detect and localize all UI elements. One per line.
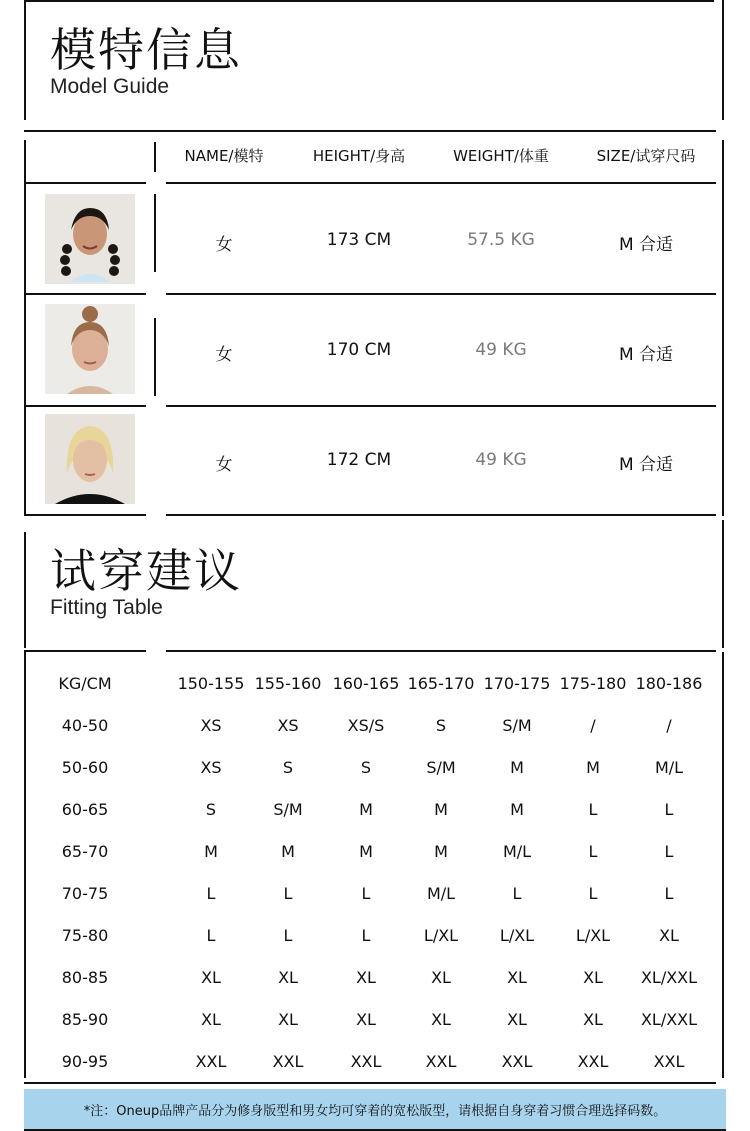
section2-left-border — [24, 532, 26, 648]
size-cell: L — [206, 884, 216, 903]
size-cell: XL/XXL — [640, 1010, 698, 1029]
model-3-height: 172 CM — [326, 450, 392, 470]
size-cell: XXL — [350, 1052, 382, 1071]
model-guide-title: 模特信息 — [50, 23, 242, 77]
header-size: SIZE/试穿尺码 — [596, 147, 696, 165]
height-col-1: 150-155 — [177, 674, 245, 693]
size-cell: M — [434, 800, 448, 819]
row-1-bottom-left — [24, 293, 146, 295]
model-2-photo — [45, 304, 135, 394]
section1-left-border — [24, 0, 26, 120]
size-cell: XS — [200, 716, 222, 735]
table-row — [0, 884, 750, 914]
size-cell: L — [361, 926, 371, 945]
table-row — [0, 800, 750, 830]
size-cell: L/XL — [499, 926, 535, 945]
size-cell: XXL — [272, 1052, 304, 1071]
header-weight: WEIGHT/体重 — [453, 147, 549, 165]
header-bottom-line-right — [166, 182, 716, 184]
size-cell: M — [204, 842, 218, 861]
size-cell: S — [435, 716, 447, 735]
model-2-height: 170 CM — [326, 340, 392, 360]
size-cell: M — [434, 842, 448, 861]
size-cell: L — [664, 842, 674, 861]
size-cell: M — [510, 800, 524, 819]
fitting-header-row — [0, 674, 750, 704]
size-cell: S/M — [502, 716, 532, 735]
model-1-gender: 女 — [215, 235, 233, 255]
size-cell: XL — [201, 968, 221, 987]
size-cell: S — [205, 800, 217, 819]
size-cell: L — [664, 884, 674, 903]
weight-label: 80-85 — [61, 968, 109, 987]
weight-label: 65-70 — [61, 842, 109, 861]
table-row — [0, 842, 750, 872]
height-col-3: 160-165 — [332, 674, 400, 693]
size-cell: XL — [659, 926, 679, 945]
size-cell: L — [588, 800, 598, 819]
size-cell: XL — [278, 968, 298, 987]
size-cell: L — [206, 926, 216, 945]
size-cell: XS — [277, 716, 299, 735]
weight-label: 40-50 — [61, 716, 109, 735]
size-cell: XL — [431, 1010, 451, 1029]
height-col-6: 175-180 — [559, 674, 627, 693]
fitting-corner-label: KG/CM — [58, 674, 112, 693]
model-table-top-line — [24, 130, 716, 132]
row-3-bottom-left — [24, 514, 146, 516]
height-col-4: 165-170 — [407, 674, 475, 693]
table-row — [0, 1052, 750, 1082]
size-cell: XL — [278, 1010, 298, 1029]
model-1-size: M 合适 — [618, 235, 674, 255]
size-cell: XXL — [195, 1052, 227, 1071]
note-banner — [24, 1089, 726, 1129]
size-cell: XL — [356, 1010, 376, 1029]
size-cell: XL — [201, 1010, 221, 1029]
model-3-gender: 女 — [215, 455, 233, 475]
model-table-left-border — [24, 140, 26, 516]
size-cell: XL/XXL — [640, 968, 698, 987]
section1-right-border — [722, 0, 724, 120]
model-2-gender: 女 — [215, 345, 233, 365]
model-guide-subtitle: Model Guide — [50, 75, 170, 98]
size-cell: / — [666, 716, 672, 735]
height-col-5: 170-175 — [483, 674, 551, 693]
size-cell: XXL — [501, 1052, 533, 1071]
row-1-bottom-right — [166, 293, 716, 295]
model-2-size: M 合适 — [618, 345, 674, 365]
size-cell: M — [359, 842, 373, 861]
model-1-weight: 57.5 KG — [467, 230, 535, 250]
size-cell: S/M — [273, 800, 303, 819]
weight-label: 90-95 — [61, 1052, 109, 1071]
table-row — [0, 968, 750, 998]
weight-label: 85-90 — [61, 1010, 109, 1029]
row-2-bottom-left — [24, 405, 146, 407]
size-cell: XS/S — [347, 716, 385, 735]
size-cell: XXL — [425, 1052, 457, 1071]
height-col-7: 180-186 — [635, 674, 703, 693]
size-cell: S/M — [426, 758, 456, 777]
header-name: NAME/模特 — [184, 147, 264, 165]
size-cell: / — [590, 716, 596, 735]
top-border — [24, 0, 714, 2]
size-cell: M — [586, 758, 600, 777]
model-1-photo — [45, 194, 135, 284]
header-height: HEIGHT/身高 — [312, 147, 406, 165]
size-cell: S — [282, 758, 294, 777]
fitting-table-bottom-line — [24, 1082, 716, 1084]
section2-right-border — [722, 520, 724, 648]
size-cell: XXL — [577, 1052, 609, 1071]
size-cell: XL — [507, 968, 527, 987]
size-cell: XL — [356, 968, 376, 987]
size-cell: L — [283, 926, 293, 945]
size-cell: L — [664, 800, 674, 819]
size-cell: L — [283, 884, 293, 903]
size-cell: XS — [200, 758, 222, 777]
fitting-table-subtitle: Fitting Table — [50, 596, 163, 619]
size-cell: XL — [431, 968, 451, 987]
size-cell: L — [361, 884, 371, 903]
table-row — [0, 716, 750, 746]
row-3-bottom-right — [166, 514, 716, 516]
size-cell: M/L — [654, 758, 684, 777]
header-bottom-line-left — [24, 182, 146, 184]
note-text: *注：Oneup品牌产品分为修身版型和男女均可穿着的宽松版型，请根据自身穿着习惯合理选择码数。 — [83, 1104, 667, 1119]
size-cell: S — [360, 758, 372, 777]
weight-label: 75-80 — [61, 926, 109, 945]
fitting-table-top-left — [24, 650, 146, 652]
size-cell: L — [588, 842, 598, 861]
size-cell: L/XL — [575, 926, 611, 945]
size-cell: M/L — [426, 884, 456, 903]
size-cell: XXL — [653, 1052, 685, 1071]
size-cell: XL — [583, 1010, 603, 1029]
model-3-weight: 49 KG — [475, 450, 527, 470]
size-cell: L/XL — [423, 926, 459, 945]
weight-label: 50-60 — [61, 758, 109, 777]
size-cell: M/L — [502, 842, 532, 861]
table-row — [0, 1010, 750, 1040]
size-cell: L — [512, 884, 522, 903]
size-cell: XL — [507, 1010, 527, 1029]
size-cell: M — [281, 842, 295, 861]
height-col-2: 155-160 — [254, 674, 322, 693]
size-cell: L — [588, 884, 598, 903]
table-row — [0, 758, 750, 788]
size-cell: M — [510, 758, 524, 777]
table-row — [0, 926, 750, 956]
fitting-table-top-right — [166, 650, 716, 652]
size-cell: XL — [583, 968, 603, 987]
weight-label: 70-75 — [61, 884, 109, 903]
weight-label: 60-65 — [61, 800, 109, 819]
model-3-size: M 合适 — [618, 455, 674, 475]
model-2-weight: 49 KG — [475, 340, 527, 360]
model-1-height: 173 CM — [326, 230, 392, 250]
fitting-table-title: 试穿建议 — [50, 544, 242, 598]
model-table-right-border — [722, 140, 724, 516]
row-2-bottom-right — [166, 405, 716, 407]
model-3-photo — [45, 414, 135, 504]
size-cell: M — [359, 800, 373, 819]
